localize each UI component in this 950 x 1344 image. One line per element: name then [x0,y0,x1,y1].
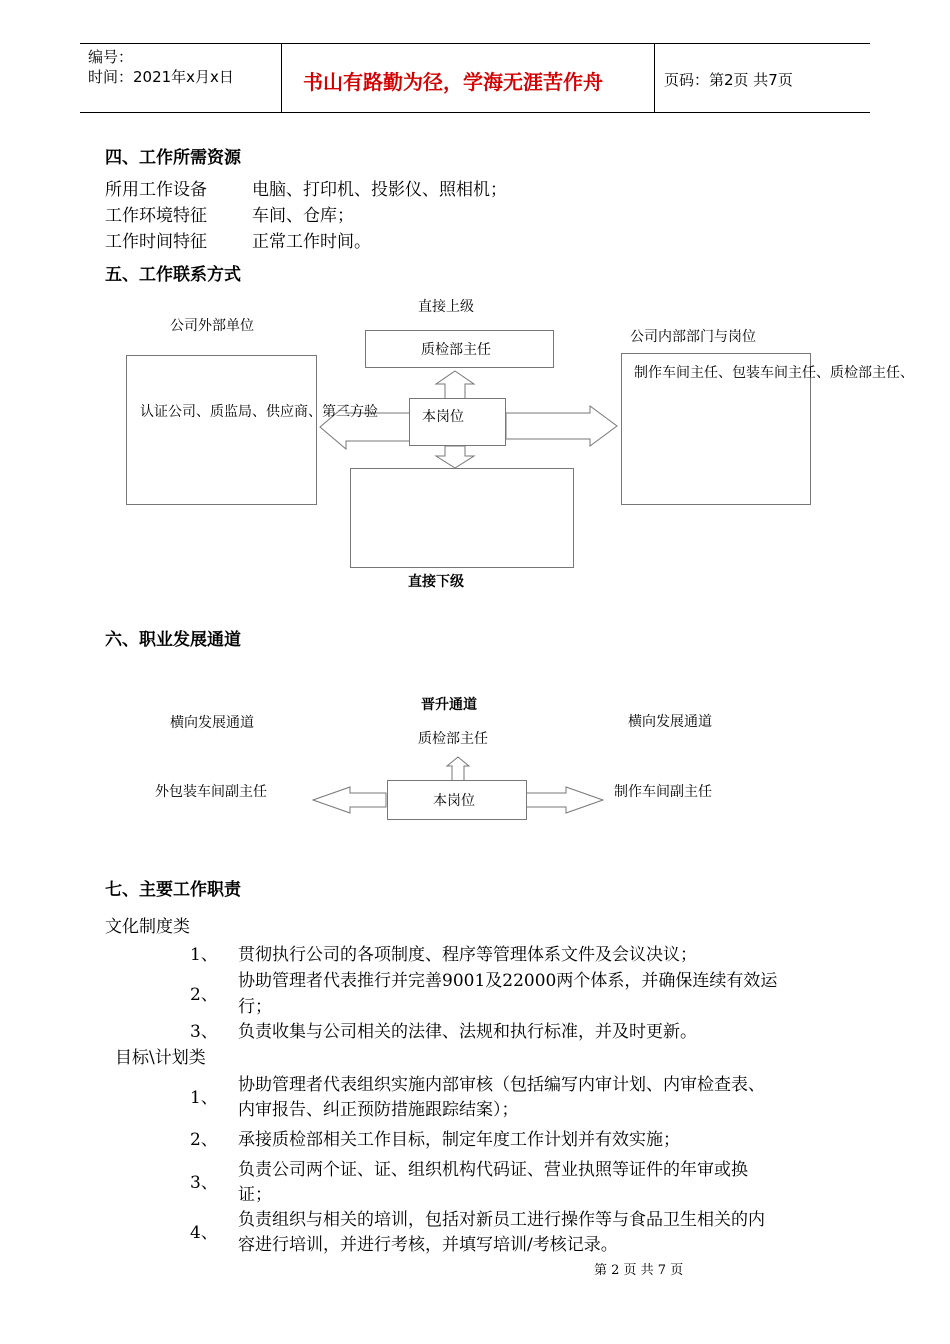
item-number: 2、 [190,985,218,1005]
direct-superior-text: 质检部主任 [421,342,491,358]
category-title: 目标\计划类 [115,1048,206,1068]
external-box [126,355,317,505]
category-title: 文化制度类 [105,917,190,937]
resource-value: 车间、仓库； [252,206,354,226]
direct-subordinate-box [350,468,574,568]
item-text: 协助管理者代表推行并完善9001及22000两个体系，并确保连续有效运 [238,971,778,991]
section-4-title: 四、工作所需资源 [105,148,241,168]
item-number: 4、 [190,1223,218,1243]
internal-label: 公司内部部门与岗位 [630,329,756,345]
item-text: 行； [238,997,272,1017]
internal-box-text: 制作车间主任、包装车间主任、质检部主任、 [634,365,914,381]
header-page-info: 页码：第2页 共7页 [664,71,793,89]
page-footer: 第 2 页 共 7 页 [594,1263,684,1278]
promotion-label: 晋升通道 [421,697,477,713]
promotion-target: 质检部主任 [418,731,488,747]
item-text: 负责收集与公司相关的法律、法规和执行标准，并及时更新。 [238,1022,697,1042]
item-text: 承接质检部相关工作目标，制定年度工作计划并有效实施； [238,1130,680,1150]
item-text: 容进行培训，并进行考核，并填写培训/考核记录。 [238,1235,618,1255]
item-number: 2、 [190,1130,218,1150]
external-label: 公司外部单位 [170,318,254,334]
direct-superior-label: 直接上级 [418,299,474,315]
direct-subordinate-label: 直接下级 [408,574,464,590]
section-7-title: 七、主要工作职责 [105,880,241,900]
lateral-right-target: 制作车间副主任 [614,784,712,800]
item-text: 负责公司两个证、证、组织机构代码证、营业执照等证件的年审或换 [238,1160,748,1180]
resource-value: 正常工作时间。 [252,232,371,252]
resource-label: 所用工作设备 [105,180,207,200]
item-number: 1、 [190,1088,218,1108]
item-text: 贯彻执行公司的各项制度、程序等管理体系文件及会议决议； [238,945,697,965]
lateral-left-label: 横向发展通道 [170,715,254,731]
center-position-text: 本岗位 [422,409,464,425]
item-text: 负责组织与相关的培训，包括对新员工进行操作等与食品卫生相关的内 [238,1210,765,1230]
lateral-right-label: 横向发展通道 [628,714,712,730]
item-number: 1、 [190,945,218,965]
item-number: 3、 [190,1173,218,1193]
external-box-text: 认证公司、质监局、供应商、第三方验 [140,404,378,420]
item-number: 3、 [190,1022,218,1042]
resource-label: 工作环境特征 [105,206,207,226]
resource-label: 工作时间特征 [105,232,207,252]
resource-value: 电脑、打印机、投影仪、照相机； [252,180,507,200]
header-motto: 书山有路勤为径，学海无涯苦作舟 [303,70,603,94]
career-center-text: 本岗位 [433,793,475,809]
header-number: 编号： [88,48,134,66]
section-5-title: 五、工作联系方式 [105,265,241,285]
item-text: 证； [238,1185,272,1205]
section-6-title: 六、职业发展通道 [105,630,241,650]
item-text: 内审报告、纠正预防措施跟踪结案）； [238,1100,519,1120]
header-date: 时间：2021年x月x日 [88,68,234,86]
lateral-left-target: 外包装车间副主任 [155,784,267,800]
item-text: 协助管理者代表组织实施内部审核（包括编写内审计划、内审检查表、 [238,1075,765,1095]
